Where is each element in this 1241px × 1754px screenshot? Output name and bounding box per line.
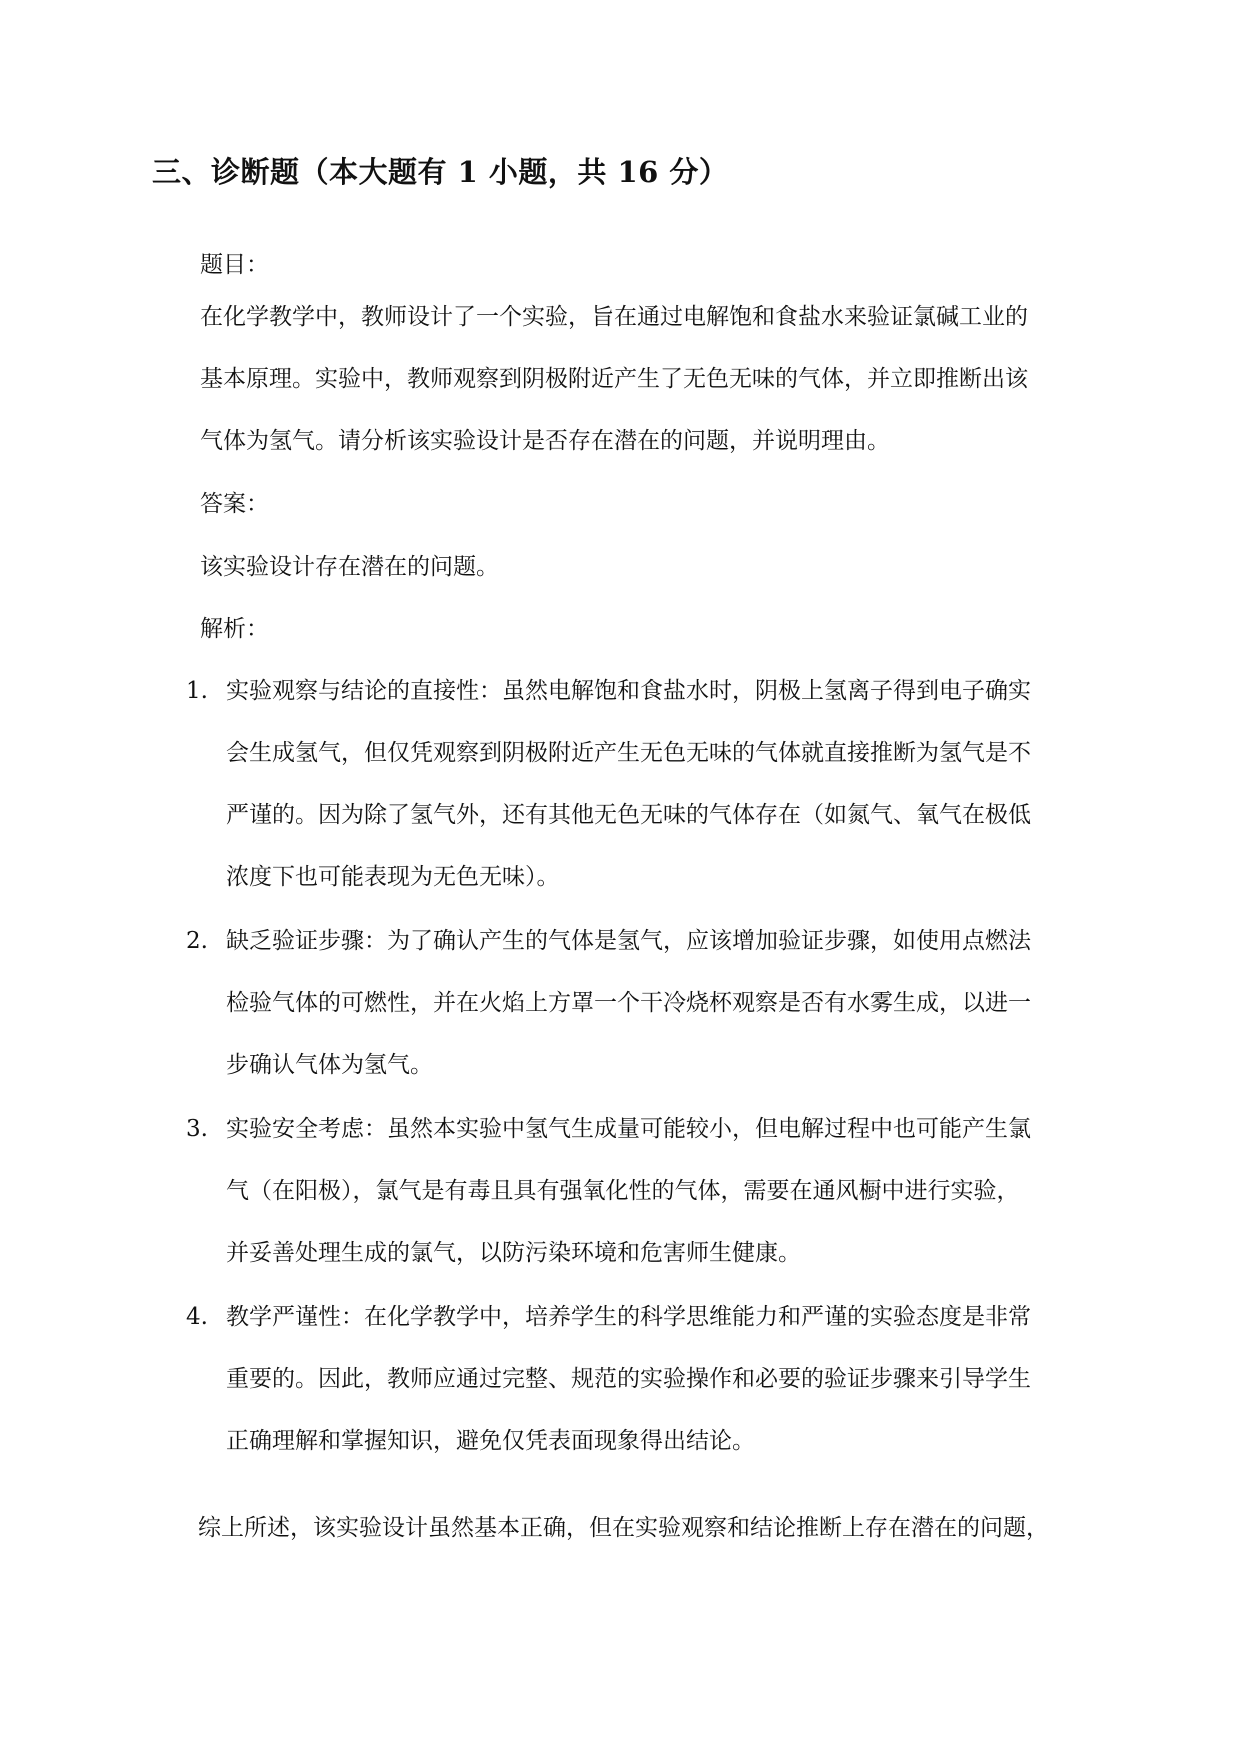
item-number: 4.: [186, 1304, 208, 1330]
item-line: 步确认气体为氢气。: [226, 1052, 433, 1078]
question-line: 气体为氢气。请分析该实验设计是否存在潜在的问题，并说明理由。: [200, 428, 890, 454]
question-label: 题目：: [200, 252, 269, 278]
item-number: 2.: [186, 928, 208, 954]
analysis-label: 解析：: [200, 616, 269, 642]
item-number: 3.: [186, 1116, 208, 1142]
item-line: 实验安全考虑：虽然本实验中氢气生成量可能较小，但电解过程中也可能产生氯: [226, 1116, 1031, 1142]
item-line: 并妥善处理生成的氯气，以防污染环境和危害师生健康。: [226, 1240, 801, 1266]
item-line: 正确理解和掌握知识，避免仅凭表面现象得出结论。: [226, 1428, 755, 1454]
item-line: 缺乏验证步骤：为了确认产生的气体是氢气，应该增加验证步骤，如使用点燃法: [226, 928, 1031, 954]
item-line: 浓度下也可能表现为无色无味）。: [226, 864, 560, 890]
summary-text: 综上所述，该实验设计虽然基本正确，但在实验观察和结论推断上存在潜在的问题，: [198, 1515, 1049, 1541]
answer-label: 答案：: [200, 491, 269, 517]
item-line: 检验气体的可燃性，并在火焰上方罩一个干冷烧杯观察是否有水雾生成，以进一: [226, 990, 1031, 1016]
answer-text: 该实验设计存在潜在的问题。: [200, 554, 499, 580]
item-line: 重要的。因此，教师应通过完整、规范的实验操作和必要的验证步骤来引导学生: [226, 1366, 1031, 1392]
question-line: 在化学教学中，教师设计了一个实验，旨在通过电解饱和食盐水来验证氯碱工业的: [200, 304, 1028, 330]
item-line: 会生成氢气，但仅凭观察到阴极附近产生无色无味的气体就直接推断为氢气是不: [226, 740, 1031, 766]
item-line: 教学严谨性：在化学教学中，培养学生的科学思维能力和严谨的实验态度是非常: [226, 1304, 1031, 1330]
item-line: 气（在阳极），氯气是有毒且具有强氧化性的气体，需要在通风橱中进行实验，: [226, 1178, 1020, 1204]
section-title: 三、诊断题（本大题有 1 小题，共 16 分）: [152, 155, 729, 189]
item-number: 1.: [186, 678, 208, 704]
question-line: 基本原理。实验中，教师观察到阴极附近产生了无色无味的气体，并立即推断出该: [200, 366, 1028, 392]
item-line: 实验观察与结论的直接性：虽然电解饱和食盐水时，阴极上氢离子得到电子确实: [226, 678, 1031, 704]
item-line: 严谨的。因为除了氢气外，还有其他无色无味的气体存在（如氮气、氧气在极低: [226, 802, 1031, 828]
